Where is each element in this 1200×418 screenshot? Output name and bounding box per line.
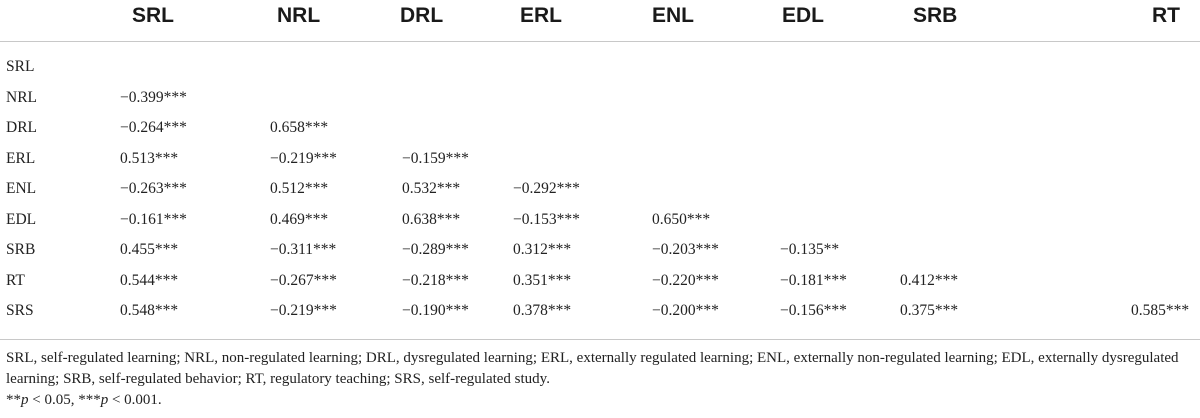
table-cell: 0.585***: [1131, 302, 1190, 319]
table-cell: −0.292***: [513, 180, 580, 197]
row-label: SRL: [6, 58, 35, 75]
table-cell: −0.135**: [780, 241, 840, 258]
table-row: [0, 297, 1200, 327]
table-cell: −0.264***: [120, 119, 187, 136]
row-label: ENL: [6, 180, 37, 197]
column-header-srb: SRB: [913, 4, 958, 27]
table-bottom-rule: [0, 339, 1200, 340]
table-cell: 0.544***: [120, 271, 179, 289]
footnote-abbreviations: SRL, self-regulated learning; NRL, non-regulated learning; DRL, dysregulated learning; ERL, externally regulated learning; ENL, externally non-regulated learning; EDL, externally dysregulated learning; SRB, self-regulated behavior; RT, regulatory teaching; SRS, self-regulated study.: [6, 350, 1179, 387]
table-cell: 0.412***: [900, 271, 959, 289]
table-cell: −0.159***: [402, 149, 469, 167]
table-cell: −0.289***: [402, 241, 469, 258]
table-row: [0, 175, 1200, 205]
table-header: [0, 0, 1200, 42]
table-cell: −0.156***: [780, 302, 847, 319]
table-cell: −0.203***: [652, 241, 719, 258]
table-cell: 0.375***: [900, 302, 959, 319]
table-cell: 0.455***: [120, 241, 179, 258]
table-cell: −0.161***: [120, 210, 187, 228]
table-cell: 0.351***: [513, 271, 572, 289]
table-footnote: [6, 348, 1196, 411]
table-cell: 0.650***: [652, 210, 711, 228]
row-label: EDL: [6, 210, 37, 228]
footnote-significance: **p < 0.05, ***p < 0.001.: [6, 392, 162, 408]
table-row: [0, 114, 1200, 144]
column-header-enl: ENL: [652, 4, 694, 27]
table-cell: −0.267***: [270, 271, 337, 289]
table-cell: −0.219***: [270, 149, 337, 167]
table-cell: −0.181***: [780, 271, 847, 289]
table-cell: −0.219***: [270, 302, 337, 319]
column-header-rt: RT: [1152, 4, 1180, 27]
table-cell: 0.312***: [513, 241, 572, 258]
table-cell: 0.548***: [120, 302, 179, 319]
table-cell: 0.469***: [270, 210, 329, 228]
row-label: DRL: [6, 119, 37, 136]
table-cell: −0.200***: [652, 302, 719, 319]
table-cell: 0.378***: [513, 302, 572, 319]
row-label: RT: [6, 271, 25, 289]
table-cell: −0.190***: [402, 302, 469, 319]
table-cell: 0.638***: [402, 210, 461, 228]
table-row: [0, 145, 1200, 175]
table-cell: −0.218***: [402, 271, 469, 289]
row-label: NRL: [6, 88, 37, 106]
column-header-drl: DRL: [400, 4, 444, 27]
table-cell: −0.153***: [513, 210, 580, 228]
table-row: [0, 236, 1200, 266]
column-header-erl: ERL: [520, 4, 562, 27]
table-cell: 0.513***: [120, 149, 179, 167]
table-cell: −0.311***: [270, 241, 337, 258]
row-label: ERL: [6, 149, 36, 167]
table-cell: −0.263***: [120, 180, 187, 197]
column-header-nrl: NRL: [277, 4, 321, 27]
table-cell: −0.399***: [120, 88, 187, 106]
table-row: [0, 84, 1200, 114]
table-cell: 0.512***: [270, 180, 329, 197]
row-label: SRS: [6, 302, 34, 319]
column-header-srl: SRL: [132, 4, 174, 27]
table-row: [0, 53, 1200, 83]
table-row: [0, 267, 1200, 297]
row-label: SRB: [6, 241, 36, 258]
table-cell: −0.220***: [652, 271, 719, 289]
column-header-edl: EDL: [782, 4, 824, 27]
table-cell: 0.532***: [402, 180, 461, 197]
table-cell: 0.658***: [270, 119, 329, 136]
table-row: [0, 206, 1200, 236]
